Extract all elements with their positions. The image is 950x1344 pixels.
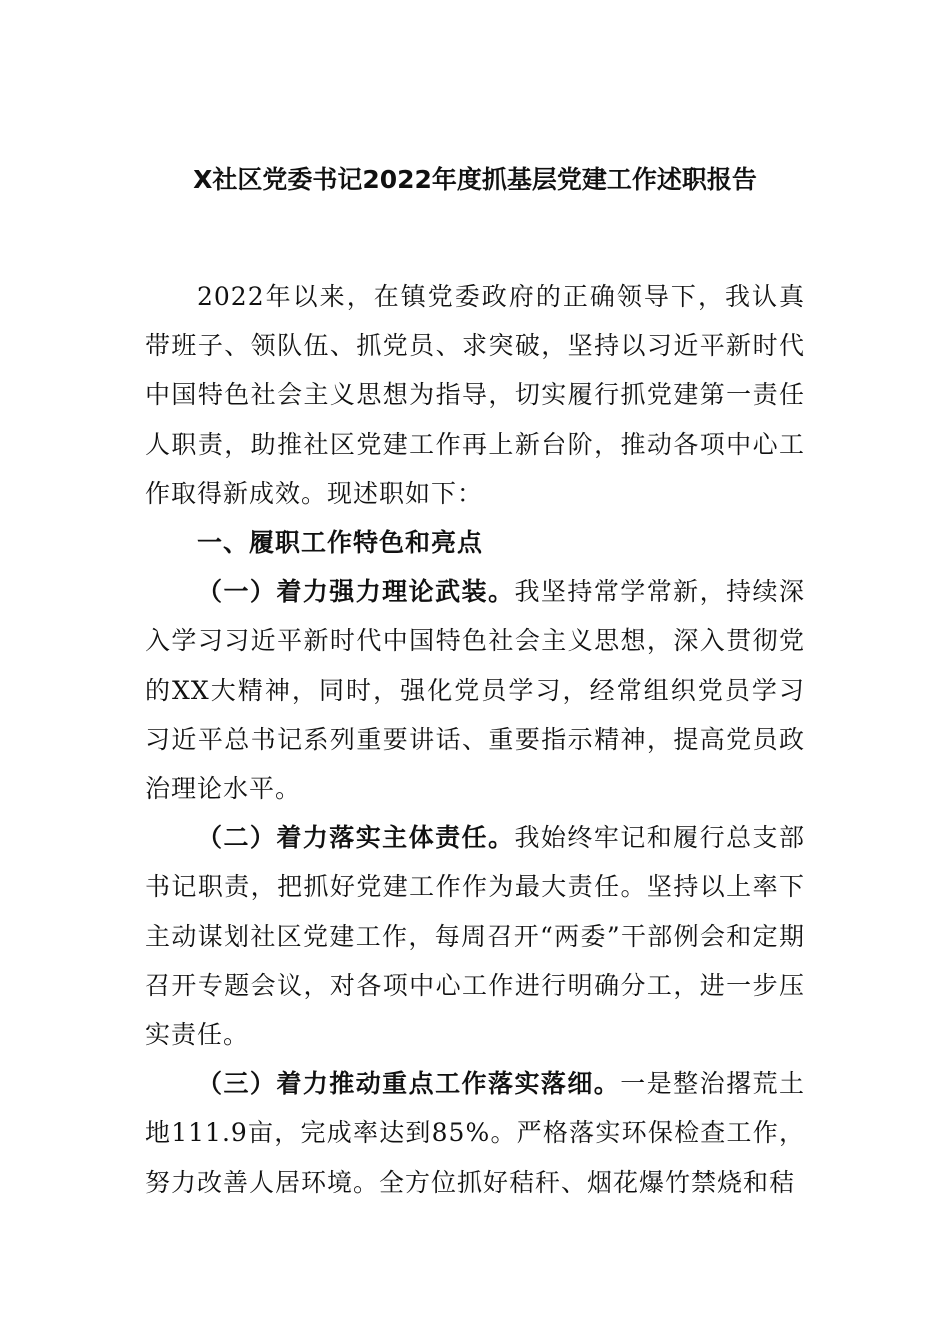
item-paragraph-2 bbox=[145, 813, 805, 1059]
item-paragraph-1 bbox=[145, 567, 805, 813]
item-text-1: 我坚持常学常新，持续深入学习习近平新时代中国特色社会主义思想，深入贯彻党的XX大精神，同时，强化党员学习，经常组织党员学习习近平总书记系列重要讲话、重要指示精神，提高党员政治理论水平。 bbox=[145, 577, 805, 804]
item-text-2: 我始终牢记和履行总支部书记职责，把抓好党建工作作为最大责任。坚持以上率下主动谋划社区党建工作，每周召开“两委”干部例会和定期召开专题会议，对各项中心工作进行明确分工，进一步压实责任。 bbox=[145, 823, 805, 1050]
item-paragraph-3 bbox=[145, 1059, 805, 1207]
item-lead-2: （二）着力落实主体责任。 bbox=[197, 823, 515, 853]
intro-paragraph: 2022年以来，在镇党委政府的正确领导下，我认真带班子、领队伍、抓党员、求突破，坚持以习近平新时代中国特色社会主义思想为指导，切实履行抓党建第一责任人职责，助推社区党建工作再上新台阶，推动各项中心工作取得新成效。现述职如下： bbox=[145, 282, 805, 508]
item-lead-1: （一）着力强力理论武装。 bbox=[197, 577, 515, 607]
item-text-3: 一是整治撂荒土地111.9亩，完成率达到85%。严格落实环保检查工作，努力改善人居环境。全方位抓好秸秆、烟花爆竹禁烧和秸 bbox=[145, 1069, 805, 1197]
section-heading: 一、履职工作特色和亮点 bbox=[197, 528, 484, 558]
document-title: X社区党委书记2022年度抓基层党建工作述职报告 bbox=[193, 165, 757, 194]
document-body bbox=[145, 272, 805, 1207]
item-lead-3: （三）着力推动重点工作落实落细。 bbox=[197, 1069, 621, 1099]
